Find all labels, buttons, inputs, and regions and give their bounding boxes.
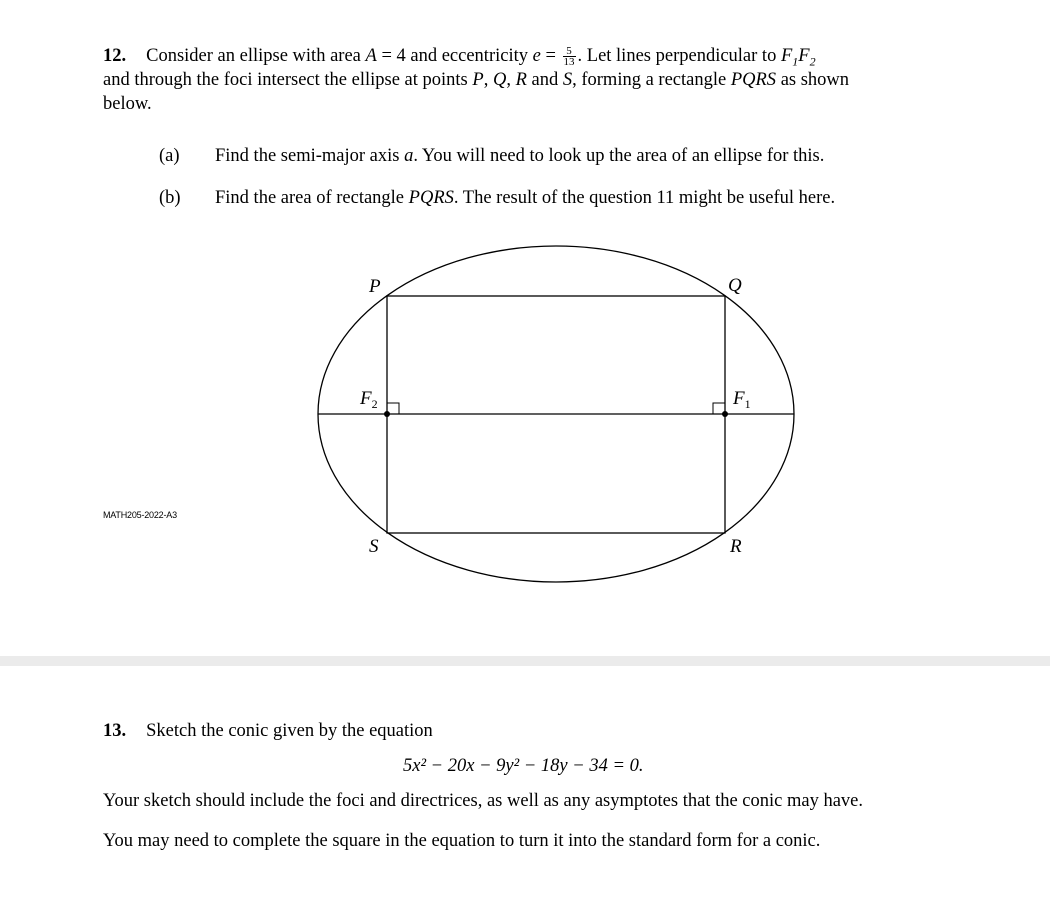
f: F — [360, 388, 372, 409]
label-S: S — [369, 536, 379, 557]
f: F — [798, 46, 810, 66]
text: Find the semi-major axis — [215, 146, 405, 166]
problem-13-equation: 5x² − 20x − 9y² − 18y − 34 = 0. — [403, 756, 644, 776]
text: and through the foci intersect the ellipse at points — [103, 70, 473, 90]
text: . Let lines perpendicular to — [577, 46, 781, 66]
focus-f1 — [722, 411, 728, 417]
text: Sketch the conic given by the equation — [146, 721, 433, 741]
sub: 1 — [792, 54, 799, 69]
frac-den: 13 — [563, 56, 575, 69]
var-a: a — [404, 146, 414, 166]
problem-13-line2: Your sketch should include the foci and directrices, as well as any asymptotes that the conic may have. — [103, 791, 864, 811]
course-label: MATH205-2022-A3 — [103, 510, 177, 520]
focus-f2 — [384, 411, 390, 417]
label-Q: Q — [728, 275, 742, 296]
var-PQRS: PQRS — [730, 70, 777, 90]
page-bottom — [0, 666, 1050, 906]
problem-12-number: 12. — [103, 46, 127, 66]
sub: 1 — [744, 397, 751, 411]
var-PQRS: PQRS — [408, 188, 454, 208]
problem-12-line2: and through the foci intersect the ellipse at points P, Q, R and S, forming a rectangle PQRS as shown — [103, 70, 850, 90]
text: = 4 and eccentricity — [376, 46, 533, 66]
f: F — [733, 388, 745, 409]
label-R: R — [730, 536, 742, 557]
text: as shown — [776, 70, 850, 90]
sub: 2 — [809, 54, 816, 69]
var-e: e — [532, 46, 541, 66]
problem-12-line3: below. — [103, 94, 152, 114]
sub: 2 — [371, 397, 378, 411]
var-Q: Q — [492, 70, 507, 90]
label-F1 — [732, 388, 751, 411]
part-b-label: (b) — [159, 188, 181, 208]
problem-13-number: 13. — [103, 721, 127, 741]
text: Consider an ellipse with area — [146, 46, 366, 66]
var-S: S — [562, 70, 573, 90]
part-a-label: (a) — [159, 146, 180, 166]
var-P: P — [472, 70, 484, 90]
text: forming a rectangle — [576, 70, 731, 90]
problem-13-line1 — [103, 719, 433, 743]
text: Find the area of rectangle — [215, 188, 409, 208]
f: F — [780, 46, 793, 66]
label-F2 — [359, 388, 378, 411]
text: . You will need to look up the area of an ellipse for this. — [413, 146, 825, 166]
var-R: R — [515, 70, 527, 90]
label-P: P — [369, 276, 381, 297]
problem-13-line3: You may need to complete the square in the equation to turn it into the standard form for a conic. — [103, 831, 821, 851]
text: . The result of the question 11 might be useful here. — [453, 188, 836, 208]
text: = — [540, 46, 561, 66]
var-A: A — [365, 46, 377, 66]
page-separator — [0, 656, 1050, 666]
frac-num: 5 — [563, 46, 576, 57]
